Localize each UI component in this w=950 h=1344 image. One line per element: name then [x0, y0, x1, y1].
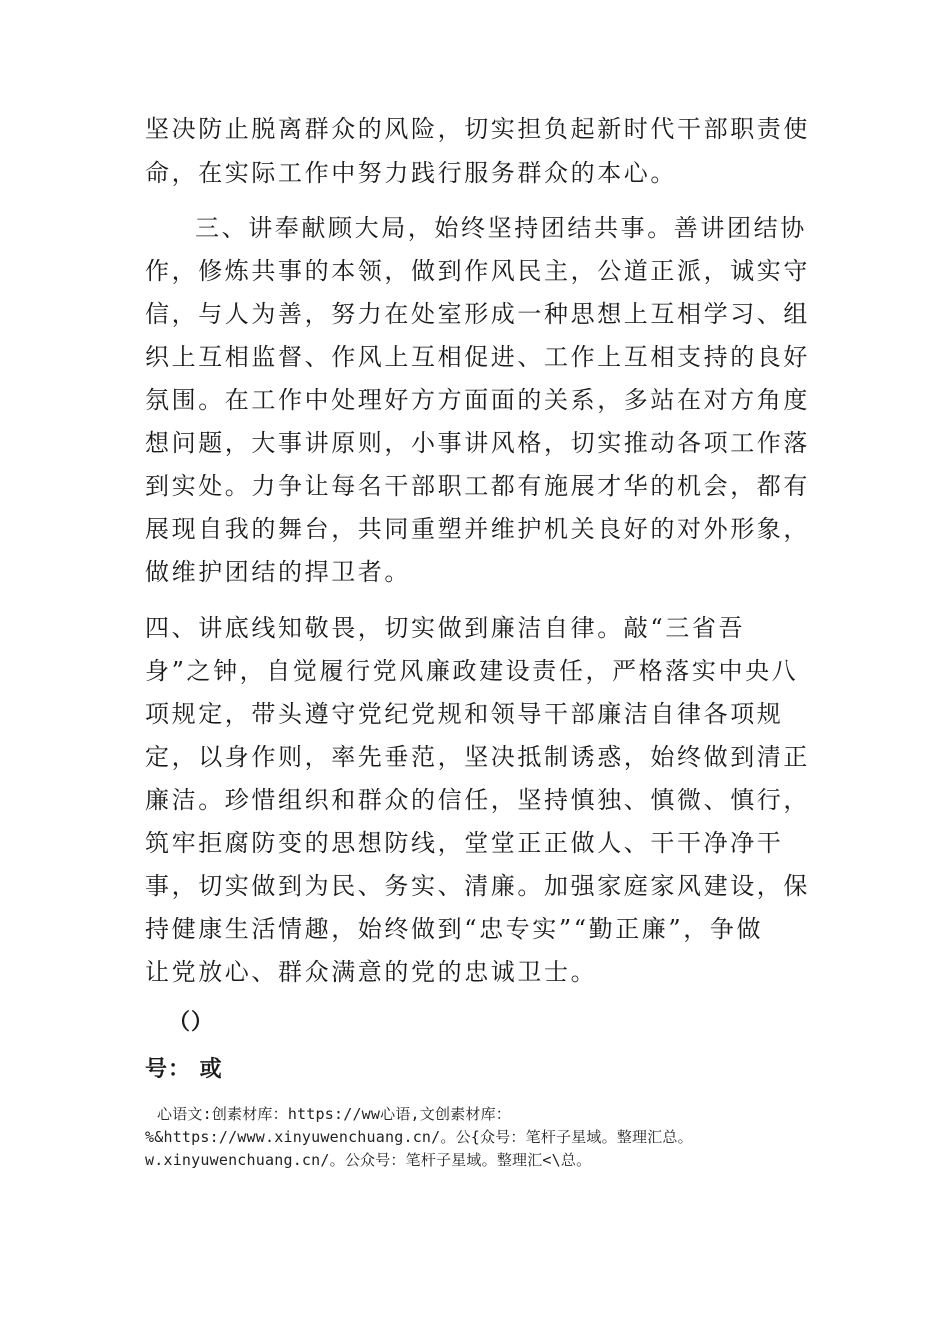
text-line: 定，以身作则，率先垂范，坚决抵制诱惑，始终做到清正 [145, 743, 810, 771]
text-line: 事，切实做到为民、务实、清廉。加强家庭家风建设，保 [145, 872, 810, 900]
footer-note-line: %&https://www.xinyuwenchuang.cn/。公{众号：笔杆子星域。整理汇总。 [145, 1128, 693, 1146]
text-line: 想问题，大事讲原则，小事讲风格，切实推动各项工作落 [145, 429, 810, 457]
text-line: 廉洁。珍惜组织和群众的信任，坚持慎独、慎微、慎行， [145, 786, 810, 814]
text-line: 作，修炼共事的本领，做到作风民主，公道正派，诚实守 [145, 257, 810, 285]
section-four-heading-line: 四、讲底线知敬畏，切实做到廉洁自律。敲“三省吾 [145, 614, 746, 642]
text-line: 让党放心、群众满意的党的忠诚卫士。 [145, 958, 598, 986]
text-line: 坚决防止脱离群众的风险，切实担负起新时代干部职责使 [145, 115, 810, 143]
bracket-line: （） [168, 1010, 215, 1035]
footer-note-line: w.xinyuwenchuang.cn/。公众号：笔杆子星域。整理汇<\总。 [145, 1151, 592, 1169]
text-line: 信，与人为善，努力在处室形成一种思想上互相学习、组 [145, 300, 810, 328]
text-line: 氛围。在工作中处理好方方面面的关系，多站在对方角度 [145, 386, 810, 414]
text-line: 身”之钟，自觉履行党风廉政建设责任，严格落实中央八 [145, 657, 799, 685]
text-line: 持健康生活情趣，始终做到“忠专实”“勤正廉”，争做 [145, 915, 764, 943]
text-line: 命，在实际工作中努力践行服务群众的本心。 [145, 159, 677, 187]
section-three-heading-line: 三、讲奉献顾大局，始终坚持团结共事。善讲团结协 [195, 214, 807, 242]
text-line: 项规定，带头遵守党纪党规和领导干部廉洁自律各项规 [145, 700, 784, 728]
text-line: 到实处。力争让每名干部职工都有施展才华的机会，都有 [145, 472, 810, 500]
text-line: 织上互相监督、作风上互相促进、工作上互相支持的良好 [145, 343, 810, 371]
text-line: 做维护团结的捍卫者。 [145, 558, 411, 586]
text-line: 筑牢拒腐防变的思想防线，堂堂正正做人、干干净净干 [145, 829, 784, 857]
label-line: 号： 或 [145, 1057, 223, 1082]
footer-note-line: 心语文:创素材库：https://ww心语,文创素材库： [157, 1105, 511, 1123]
text-line: 展现自我的舞台，共同重塑并维护机关良好的对外形象， [145, 515, 810, 543]
